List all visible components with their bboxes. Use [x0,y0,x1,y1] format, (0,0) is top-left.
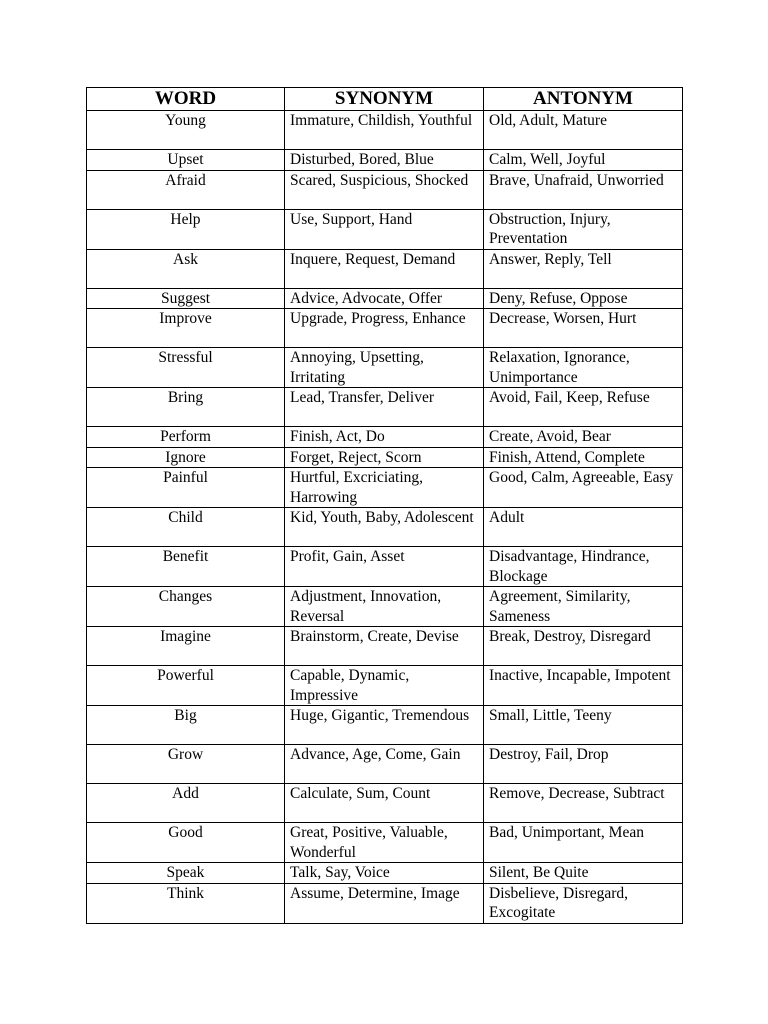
word-cell: Child [87,508,285,547]
synonym-cell: Calculate, Sum, Count [285,784,484,823]
antonym-cell: Small, Little, Teeny [484,706,683,745]
antonym-cell: Brave, Unafraid, Unworried [484,170,683,209]
table-row [87,447,683,468]
word-cell: Benefit [87,547,285,587]
synonym-antonym-table [86,87,683,924]
table-row [87,170,683,209]
antonym-cell: Answer, Reply, Tell [484,249,683,288]
antonym-cell: Old, Adult, Mature [484,111,683,150]
synonym-cell: Brainstorm, Create, Devise [285,627,484,666]
word-cell: Help [87,209,285,249]
synonym-cell: Scared, Suspicious, Shocked [285,170,484,209]
synonym-cell: Talk, Say, Voice [285,863,484,884]
synonym-cell: Assume, Determine, Image [285,883,484,923]
antonym-cell: Avoid, Fail, Keep, Refuse [484,388,683,427]
header-row [87,88,683,111]
table-body [87,111,683,924]
word-cell: Add [87,784,285,823]
antonym-cell: Obstruction, Injury, Preventation [484,209,683,249]
antonym-cell: Adult [484,508,683,547]
table-row [87,823,683,863]
synonym-cell: Disturbed, Bored, Blue [285,150,484,171]
table-row [87,784,683,823]
antonym-cell: Good, Calm, Agreeable, Easy [484,468,683,508]
synonym-cell: Forget, Reject, Scorn [285,447,484,468]
synonym-cell: Hurtful, Excriciating, Harrowing [285,468,484,508]
word-cell: Powerful [87,666,285,706]
word-cell: Young [87,111,285,150]
antonym-cell: Remove, Decrease, Subtract [484,784,683,823]
table-row [87,883,683,923]
word-cell: Think [87,883,285,923]
synonym-cell: Advance, Age, Come, Gain [285,745,484,784]
table-row [87,863,683,884]
table-row [87,745,683,784]
synonym-cell: Adjustment, Innovation, Reversal [285,587,484,627]
table-row [87,288,683,309]
table-row [87,547,683,587]
synonym-cell: Advice, Advocate, Offer [285,288,484,309]
header-word: WORD [87,88,285,111]
table-row [87,706,683,745]
synonym-cell: Inquere, Request, Demand [285,249,484,288]
synonym-cell: Annoying, Upsetting, Irritating [285,348,484,388]
table-row [87,587,683,627]
word-cell: Upset [87,150,285,171]
table-row [87,309,683,348]
antonym-cell: Bad, Unimportant, Mean [484,823,683,863]
antonym-cell: Inactive, Incapable, Impotent [484,666,683,706]
word-cell: Imagine [87,627,285,666]
synonym-cell: Immature, Childish, Youthful [285,111,484,150]
synonym-cell: Kid, Youth, Baby, Adolescent [285,508,484,547]
synonym-cell: Lead, Transfer, Deliver [285,388,484,427]
synonym-cell: Use, Support, Hand [285,209,484,249]
table-row [87,666,683,706]
word-cell: Suggest [87,288,285,309]
word-cell: Perform [87,427,285,448]
synonym-cell: Huge, Gigantic, Tremendous [285,706,484,745]
word-cell: Afraid [87,170,285,209]
antonym-cell: Deny, Refuse, Oppose [484,288,683,309]
antonym-cell: Agreement, Similarity, Sameness [484,587,683,627]
word-cell: Grow [87,745,285,784]
table-row [87,209,683,249]
word-cell: Ask [87,249,285,288]
word-cell: Speak [87,863,285,884]
antonym-cell: Disbelieve, Disregard, Excogitate [484,883,683,923]
synonym-cell: Great, Positive, Valuable, Wonderful [285,823,484,863]
table-row [87,427,683,448]
header-synonym: SYNONYM [285,88,484,111]
antonym-cell: Decrease, Worsen, Hurt [484,309,683,348]
word-cell: Good [87,823,285,863]
table-row [87,627,683,666]
word-cell: Bring [87,388,285,427]
word-cell: Changes [87,587,285,627]
antonym-cell: Calm, Well, Joyful [484,150,683,171]
synonym-cell: Profit, Gain, Asset [285,547,484,587]
word-cell: Big [87,706,285,745]
antonym-cell: Break, Destroy, Disregard [484,627,683,666]
synonym-cell: Finish, Act, Do [285,427,484,448]
word-cell: Ignore [87,447,285,468]
antonym-cell: Silent, Be Quite [484,863,683,884]
header-antonym: ANTONYM [484,88,683,111]
table-row [87,111,683,150]
antonym-cell: Finish, Attend, Complete [484,447,683,468]
antonym-cell: Create, Avoid, Bear [484,427,683,448]
table-row [87,249,683,288]
antonym-cell: Destroy, Fail, Drop [484,745,683,784]
antonym-cell: Relaxation, Ignorance, Unimportance [484,348,683,388]
word-cell: Painful [87,468,285,508]
synonym-cell: Capable, Dynamic, Impressive [285,666,484,706]
word-cell: Improve [87,309,285,348]
word-cell: Stressful [87,348,285,388]
table-row [87,150,683,171]
synonym-cell: Upgrade, Progress, Enhance [285,309,484,348]
table-row [87,348,683,388]
antonym-cell: Disadvantage, Hindrance, Blockage [484,547,683,587]
table-row [87,468,683,508]
table-row [87,388,683,427]
table-row [87,508,683,547]
